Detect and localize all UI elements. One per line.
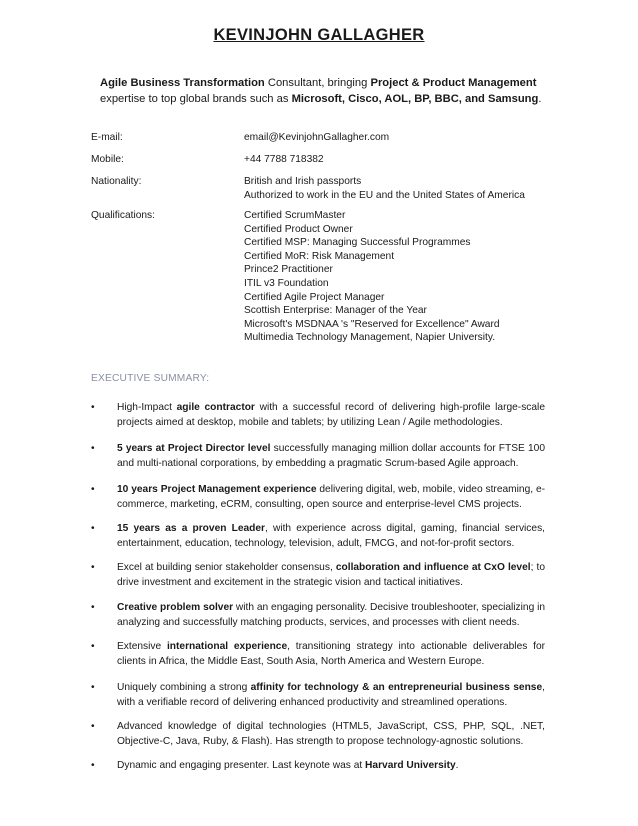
bullet-segment: delivering digital, web, mobile, video streaming, e-commerce, marketing, eCRM, consulting, open source and enterprise-level CMS projects.: [117, 484, 545, 510]
bullet-dot-icon: •: [91, 721, 95, 732]
bullet-segment: Harvard University: [365, 760, 456, 771]
bullet-dot-icon: •: [91, 760, 95, 771]
bullet-dot-icon: •: [91, 443, 95, 454]
bullet-segment: affinity for technology & an entrepreneurial business sense: [250, 682, 543, 693]
bullet-dot-icon: •: [91, 682, 95, 693]
bullet-segment: with a successful record of delivering high-profile large-scale projects aimed at desktop, mobile and tablets; by utilizing Lean / Agile methodologies.: [117, 402, 545, 428]
bullet-segment: Creative problem solver: [117, 602, 234, 613]
bullet-segment: High-Impact: [117, 402, 177, 413]
detail-line: +44 7788 718382: [244, 154, 324, 165]
qualifications-list: [244, 209, 574, 345]
bullet-segment: ; to drive investment and excitement in the strategic vision and tactical initiatives.: [117, 562, 545, 588]
detail-line: Authorized to work in the EU and the United States of America: [244, 189, 525, 201]
professional-tagline: [100, 76, 560, 107]
bullet-segment: Dynamic and engaging presenter. Last keynote was at: [117, 760, 366, 771]
tagline-segment: Microsoft, Cisco, AOL, BP, BBC, and Samsung: [291, 92, 539, 105]
summary-bullet-item: [91, 561, 545, 590]
nationality-label: Nationality:: [91, 176, 142, 187]
bullet-segment: , with experience across digital, gaming, financial services, entertainment, education, technology, television, adult, FMCG, and not-for-profit sectors.: [117, 523, 545, 549]
mobile-value: [244, 153, 574, 167]
tagline-segment: expertise to top global brands such as: [100, 92, 292, 105]
bullet-segment: with an engaging personality. Decisive troubleshooter, specializing in analyzing and successfully matching products, services, and processes with client needs.: [117, 602, 545, 628]
summary-bullet-item: [91, 401, 545, 430]
bullet-segment: Uniquely combining a strong: [117, 682, 251, 693]
bullet-segment: 15 years as a proven Leader: [117, 523, 265, 534]
summary-bullet-item: [91, 483, 545, 512]
bullet-segment: international experience: [166, 641, 288, 652]
candidate-name: KEVINJOHN GALLAGHER: [213, 26, 425, 44]
summary-bullet-item: [91, 640, 545, 669]
bullet-segment: agile contractor: [176, 402, 255, 413]
detail-line: Multimedia Technology Management, Napier University.: [244, 332, 496, 344]
detail-line: Scottish Enterprise: Manager of the Year: [244, 305, 427, 317]
summary-bullet-item: [91, 681, 545, 710]
detail-line: British and Irish passports: [244, 176, 362, 187]
bullet-segment: Excel at building senior stakeholder consensus,: [117, 562, 336, 573]
detail-line: Certified MoR: Risk Management: [244, 250, 395, 262]
tagline-segment: Project & Product Management: [370, 77, 537, 89]
bullet-segment: 10 years Project Management experience: [117, 484, 317, 495]
email-value: [244, 131, 574, 145]
tagline-segment: Agile Business Transformation: [100, 77, 265, 89]
bullet-segment: Advanced knowledge of digital technologies (HTML5, JavaScript, CSS, PHP, SQL, .NET, Objective-C, Java, Ruby, & Flash). Has strength to propose technology-agnostic solutions.: [117, 721, 545, 747]
mobile-label: Mobile:: [91, 154, 124, 165]
summary-bullet-item: [91, 759, 545, 774]
bullet-dot-icon: •: [91, 484, 95, 495]
bullet-segment: collaboration and influence at CxO level: [335, 562, 531, 573]
tagline-segment: Consultant, bringing: [264, 77, 371, 89]
bullet-segment: 5 years at Project Director level: [117, 443, 271, 454]
bullet-dot-icon: •: [91, 523, 95, 534]
summary-bullet-item: [91, 522, 545, 551]
bullet-segment: , transitioning strategy into actionable deliverables for clients in Africa, the Middle East, South Asia, North America and Western Europe.: [117, 641, 546, 667]
detail-line: Certified ScrumMaster: [244, 210, 346, 221]
bullet-segment: Extensive: [117, 641, 167, 652]
bullet-dot-icon: •: [91, 641, 95, 652]
detail-line: ITIL v3 Foundation: [244, 277, 329, 289]
detail-line: Prince2 Practitioner: [244, 264, 333, 276]
bullet-dot-icon: •: [91, 562, 95, 573]
bullet-segment: .: [455, 760, 459, 771]
bullet-segment: , with a verifiable record of delivering enhanced productivity and streamlined operations.: [117, 682, 545, 708]
summary-bullet-item: [91, 442, 545, 471]
nationality-value: [244, 175, 574, 202]
detail-line: Certified Agile Project Manager: [244, 291, 385, 303]
qualifications-label: Qualifications:: [91, 210, 155, 221]
summary-bullet-item: [91, 601, 545, 630]
bullet-segment: successfully managing million dollar accounts for FTSE 100 and multi-national corporations, by embedding a pragmatic Scrum-based Agile approach.: [117, 443, 546, 469]
executive-summary-heading: EXECUTIVE SUMMARY:: [91, 373, 210, 384]
detail-line: email@KevinjohnGallagher.com: [244, 132, 390, 143]
bullet-dot-icon: •: [91, 602, 95, 613]
bullet-dot-icon: •: [91, 402, 95, 413]
detail-line: Microsoft's MSDNAA 's "Reserved for Excellence" Award: [244, 318, 500, 330]
summary-bullet-item: [91, 720, 545, 749]
email-label: E-mail:: [91, 132, 123, 143]
detail-line: Certified MSP: Managing Successful Programmes: [244, 237, 471, 249]
detail-line: Certified Product Owner: [244, 223, 353, 235]
tagline-segment: .: [538, 92, 542, 105]
